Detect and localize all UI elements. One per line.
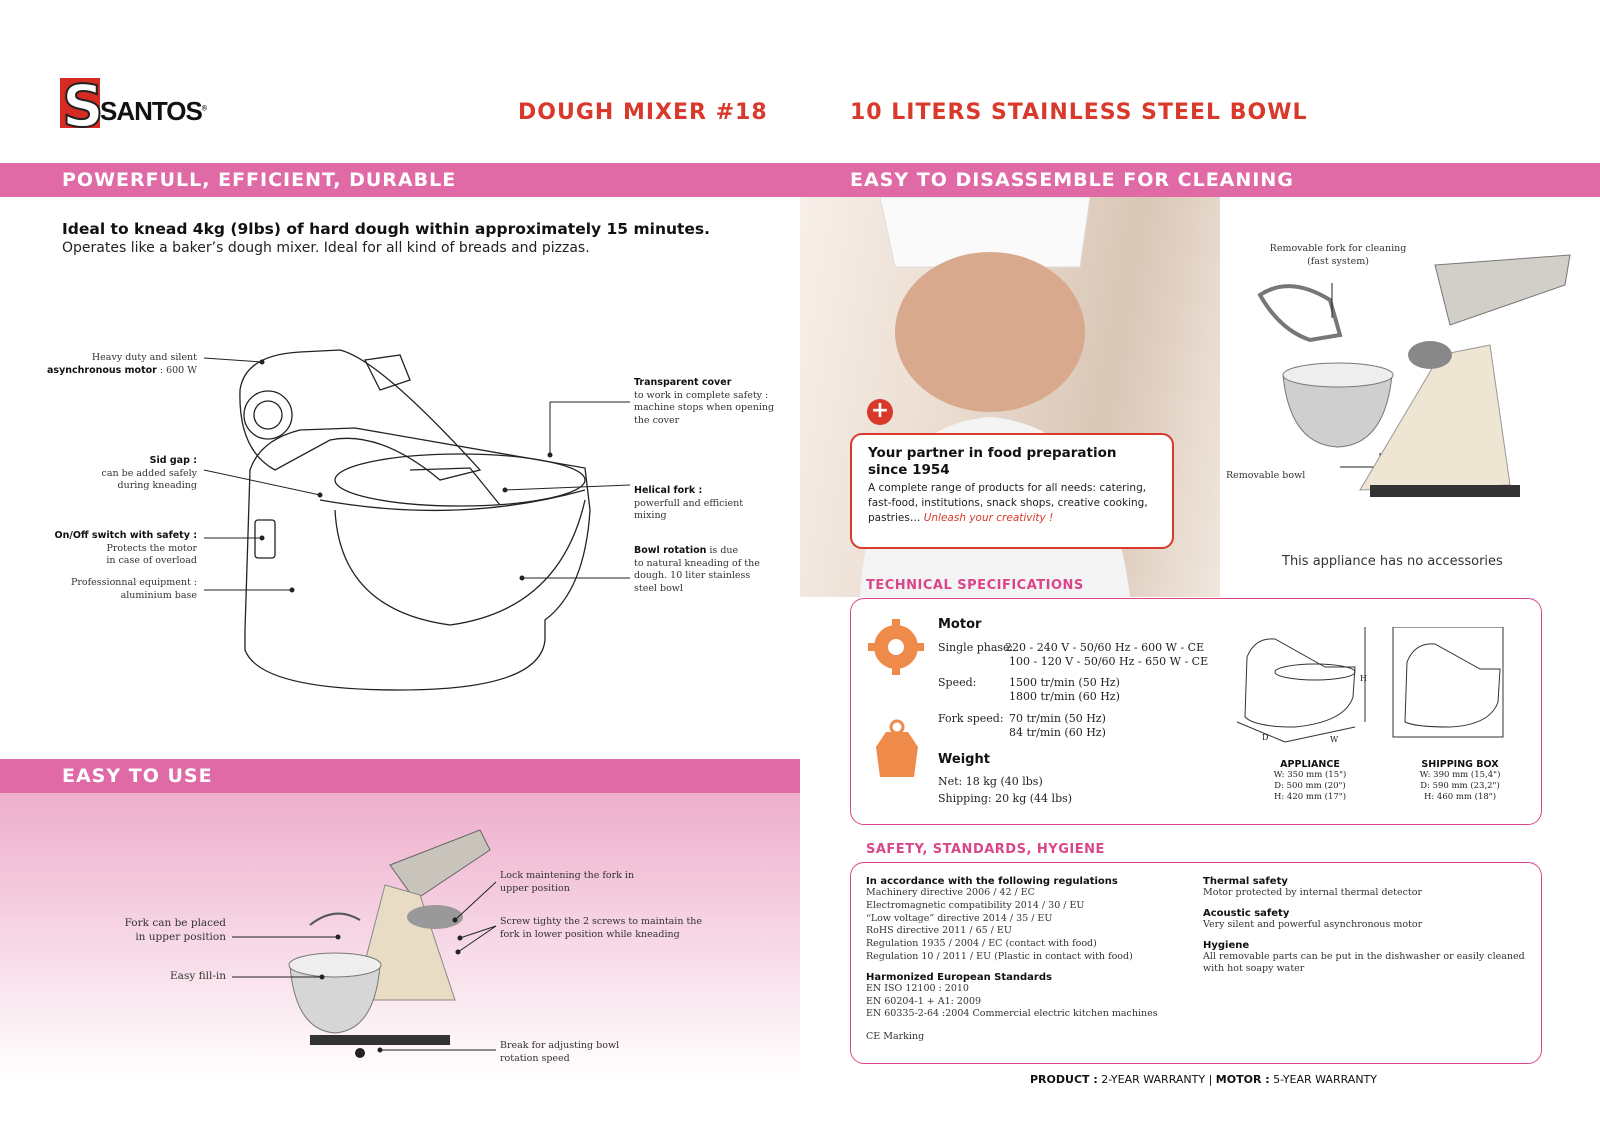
label-fork-up-l1: Fork can be placed <box>124 917 226 929</box>
brand-logo <box>60 72 207 140</box>
appliance-h: H: 420 mm (17") <box>1273 792 1347 802</box>
list-item: EN 60335-2-64 :2004 Commercial electric kitchen machines <box>866 1008 1158 1020</box>
title-left: DOUGH MIXER #18 <box>518 100 768 125</box>
weight-icon <box>876 721 918 777</box>
logo-letter: S <box>62 72 104 140</box>
band-right-label: EASY TO DISASSEMBLE FOR CLEANING <box>850 169 1294 191</box>
list-item: EN 60204-1 + A1: 2009 <box>866 995 982 1007</box>
list-item: “Low voltage” directive 2014 / 35 / EU <box>866 912 1053 924</box>
label-lock-l1: Lock maintening the fork in <box>500 870 635 881</box>
label-screw-l2: fork in lower position while kneading <box>500 928 680 940</box>
thermal-text: Motor protected by internal thermal detector <box>1203 887 1423 898</box>
appliance-heading: APPLIANCE <box>1280 759 1340 770</box>
single-phase-v2: 100 - 120 V - 50/60 Hz - 650 W - CE <box>1009 655 1209 668</box>
label-bowl <box>634 545 760 595</box>
list-item: EN ISO 12100 : 2010 <box>866 982 969 994</box>
tech-heading: TECHNICAL SPECIFICATIONS <box>866 578 1084 593</box>
hygiene-heading: Hygiene <box>1203 939 1250 951</box>
label-base <box>0 577 197 602</box>
intro-bold: Ideal to knead 4kg (9lbs) of hard dough within approximately 15 minutes. <box>62 220 711 238</box>
regulations <box>866 876 1158 1044</box>
appliance-w: W: 350 mm (15") <box>1273 770 1347 780</box>
label-cover-b: Transparent cover <box>634 377 732 388</box>
box-heading: SHIPPING BOX <box>1421 759 1499 770</box>
label-base-l2: aluminium base <box>120 589 197 601</box>
label-motor <box>0 352 197 377</box>
label-cover-l2: machine stops when opening <box>634 402 775 413</box>
label-fork-up <box>0 916 226 944</box>
harm-list <box>866 983 1158 1021</box>
label-cover-l1: to work in complete safety : <box>634 389 769 401</box>
warranty <box>1030 1073 1377 1086</box>
partner-text-l3: pastries… <box>868 512 924 524</box>
label-fork <box>634 485 743 523</box>
partner-text-l2: fast-food, institutions, snack shops, creative cooking, <box>868 497 1148 509</box>
label-screw-l1: Screw tighty the 2 screws to maintain the <box>500 916 703 927</box>
dimension-drawings <box>1225 627 1515 747</box>
label-bowl-l3: dough. 10 liter stainless <box>634 570 751 581</box>
list-item: Machinery directive 2006 / 42 / EC <box>866 887 1035 898</box>
dim-d: D <box>1262 733 1269 742</box>
logo-text <box>100 96 206 127</box>
ce-marking: CE Marking <box>866 1031 925 1043</box>
fork-speed-v2: 84 tr/min (60 Hz) <box>1009 726 1106 739</box>
label-cover-l3: the cover <box>634 414 680 426</box>
label-fork-b: Helical fork : <box>634 485 703 496</box>
label-screw <box>500 916 702 941</box>
harm-heading: Harmonized European Standards <box>866 971 1052 983</box>
label-removable-fork-l1: Removable fork for cleaning <box>1269 243 1407 254</box>
label-fork-l2: mixing <box>634 510 667 521</box>
box-w: W: 390 mm (15,4") <box>1419 770 1501 780</box>
regs-heading: In accordance with the following regulations <box>866 876 1118 887</box>
list-item: Regulation 1935 / 2004 / EC (contact with food) <box>866 938 1097 950</box>
label-break-l2: rotation speed <box>500 1052 570 1064</box>
intro-text: Operates like a baker’s dough mixer. Ideal for all kind of breads and pizzas. <box>62 240 590 256</box>
dim-w: W <box>1330 735 1339 744</box>
label-switch-l1: Protects the motor <box>106 542 197 554</box>
single-phase-v1: 220 - 240 V - 50/60 Hz - 600 W - CE <box>1005 641 1205 654</box>
box-d: D: 590 mm (23,2") <box>1420 781 1500 791</box>
label-removable-bowl: Removable bowl <box>1226 470 1306 481</box>
weight-net: Net: 18 kg (40 lbs) <box>938 775 1043 788</box>
acoustic-text: Very silent and powerful asynchronous motor <box>1203 918 1423 930</box>
label-switch-l2: in case of overload <box>106 555 197 566</box>
plus-icon: + <box>867 399 893 425</box>
logo-mark <box>60 72 104 140</box>
label-motor-b: asynchronous motor <box>47 364 157 376</box>
safety-right <box>1203 876 1525 976</box>
fork-speed-v1: 70 tr/min (50 Hz) <box>1009 712 1106 725</box>
speed-key: Speed: <box>938 676 977 689</box>
label-removable-fork-l2: (fast system) <box>1307 255 1369 267</box>
title-right: 10 LITERS STAINLESS STEEL BOWL <box>850 100 1308 125</box>
hygiene-text-l1: All removable parts can be put in the dishwasher or easily cleaned <box>1203 950 1525 962</box>
warranty-product-key: PRODUCT : <box>1030 1073 1098 1086</box>
warranty-motor-key: MOTOR : <box>1215 1073 1270 1086</box>
label-bowl-l1: is due <box>706 545 739 556</box>
partner-title <box>868 445 1117 479</box>
label-break-l1: Break for adjusting bowl <box>500 1040 620 1051</box>
label-motor-v: : 600 W <box>156 364 197 376</box>
speed-v1: 1500 tr/min (50 Hz) <box>1009 676 1120 689</box>
easy-leaders <box>0 860 800 1070</box>
label-switch-b: On/Off switch with safety : <box>54 530 197 541</box>
label-break <box>500 1040 619 1065</box>
hygiene-text-l2: with hot soapy water <box>1203 963 1305 975</box>
fork-speed-key: Fork speed: <box>938 712 1004 725</box>
appliance-dims <box>1250 759 1370 803</box>
dim-h: H <box>1360 674 1367 683</box>
appliance-d: D: 500 mm (20") <box>1274 781 1346 791</box>
easy-band-label: EASY TO USE <box>62 765 213 787</box>
partner-accent: Unleash your creativity ! <box>923 512 1054 524</box>
partner-text <box>868 481 1148 526</box>
shipping-box-dims <box>1400 759 1520 803</box>
label-sid-gap <box>0 455 197 493</box>
label-motor-l1: Heavy duty and silent <box>91 352 197 363</box>
weight-heading: Weight <box>938 752 990 767</box>
label-bowl-l2: to natural kneading of the <box>634 557 760 569</box>
label-fork-up-l2: in upper position <box>135 931 226 943</box>
partner-title-l1: Your partner in food preparation <box>868 445 1117 461</box>
label-lock <box>500 870 634 895</box>
label-fork-l1: powerfull and efficient <box>634 497 744 509</box>
partner-box <box>850 433 1174 549</box>
band-left-label: POWERFULL, EFFICIENT, DURABLE <box>62 169 457 191</box>
speed-v2: 1800 tr/min (60 Hz) <box>1009 690 1120 703</box>
motor-heading: Motor <box>938 617 982 632</box>
label-fill: Easy fill-in <box>170 970 226 982</box>
no-accessories: This appliance has no accessories <box>1282 554 1503 569</box>
partner-text-l1: A complete range of products for all needs: catering, <box>868 482 1147 494</box>
box-h: H: 460 mm (18") <box>1423 792 1497 802</box>
safety-heading: SAFETY, STANDARDS, HYGIENE <box>866 842 1105 857</box>
label-sid-l2: during kneading <box>117 480 197 491</box>
label-sid-b: Sid gap : <box>149 455 197 466</box>
single-phase-key: Single phase: <box>938 641 1014 654</box>
list-item: RoHS directive 2011 / 65 / EU <box>866 925 1012 937</box>
motor-gear-icon <box>868 619 924 675</box>
warranty-motor-value: 5-YEAR WARRANTY <box>1269 1073 1377 1086</box>
list-item: Regulation 10 / 2011 / EU (Plastic in contact with food) <box>866 950 1133 962</box>
label-switch <box>0 530 197 568</box>
label-bowl-b: Bowl rotation <box>634 545 707 556</box>
label-lock-l2: upper position <box>500 882 570 894</box>
label-base-l1: Professionnal equipment : <box>71 577 197 588</box>
thermal-heading: Thermal safety <box>1203 876 1288 887</box>
acoustic-heading: Acoustic safety <box>1203 907 1290 919</box>
regs-list <box>866 887 1158 964</box>
reg-mark: ® <box>201 105 207 113</box>
spec-icons <box>866 617 926 787</box>
label-cover <box>634 377 774 427</box>
brand-name: SANTOS <box>100 96 202 126</box>
label-bowl-l4: steel bowl <box>634 582 683 594</box>
weight-shipping: Shipping: 20 kg (44 lbs) <box>938 792 1073 805</box>
partner-title-l2: since 1954 <box>868 462 950 478</box>
label-sid-l1: can be added safely <box>101 467 197 479</box>
list-item: Electromagnetic compatibility 2014 / 30 / EU <box>866 899 1085 911</box>
warranty-product-value: 2-YEAR WARRANTY | <box>1097 1073 1216 1086</box>
